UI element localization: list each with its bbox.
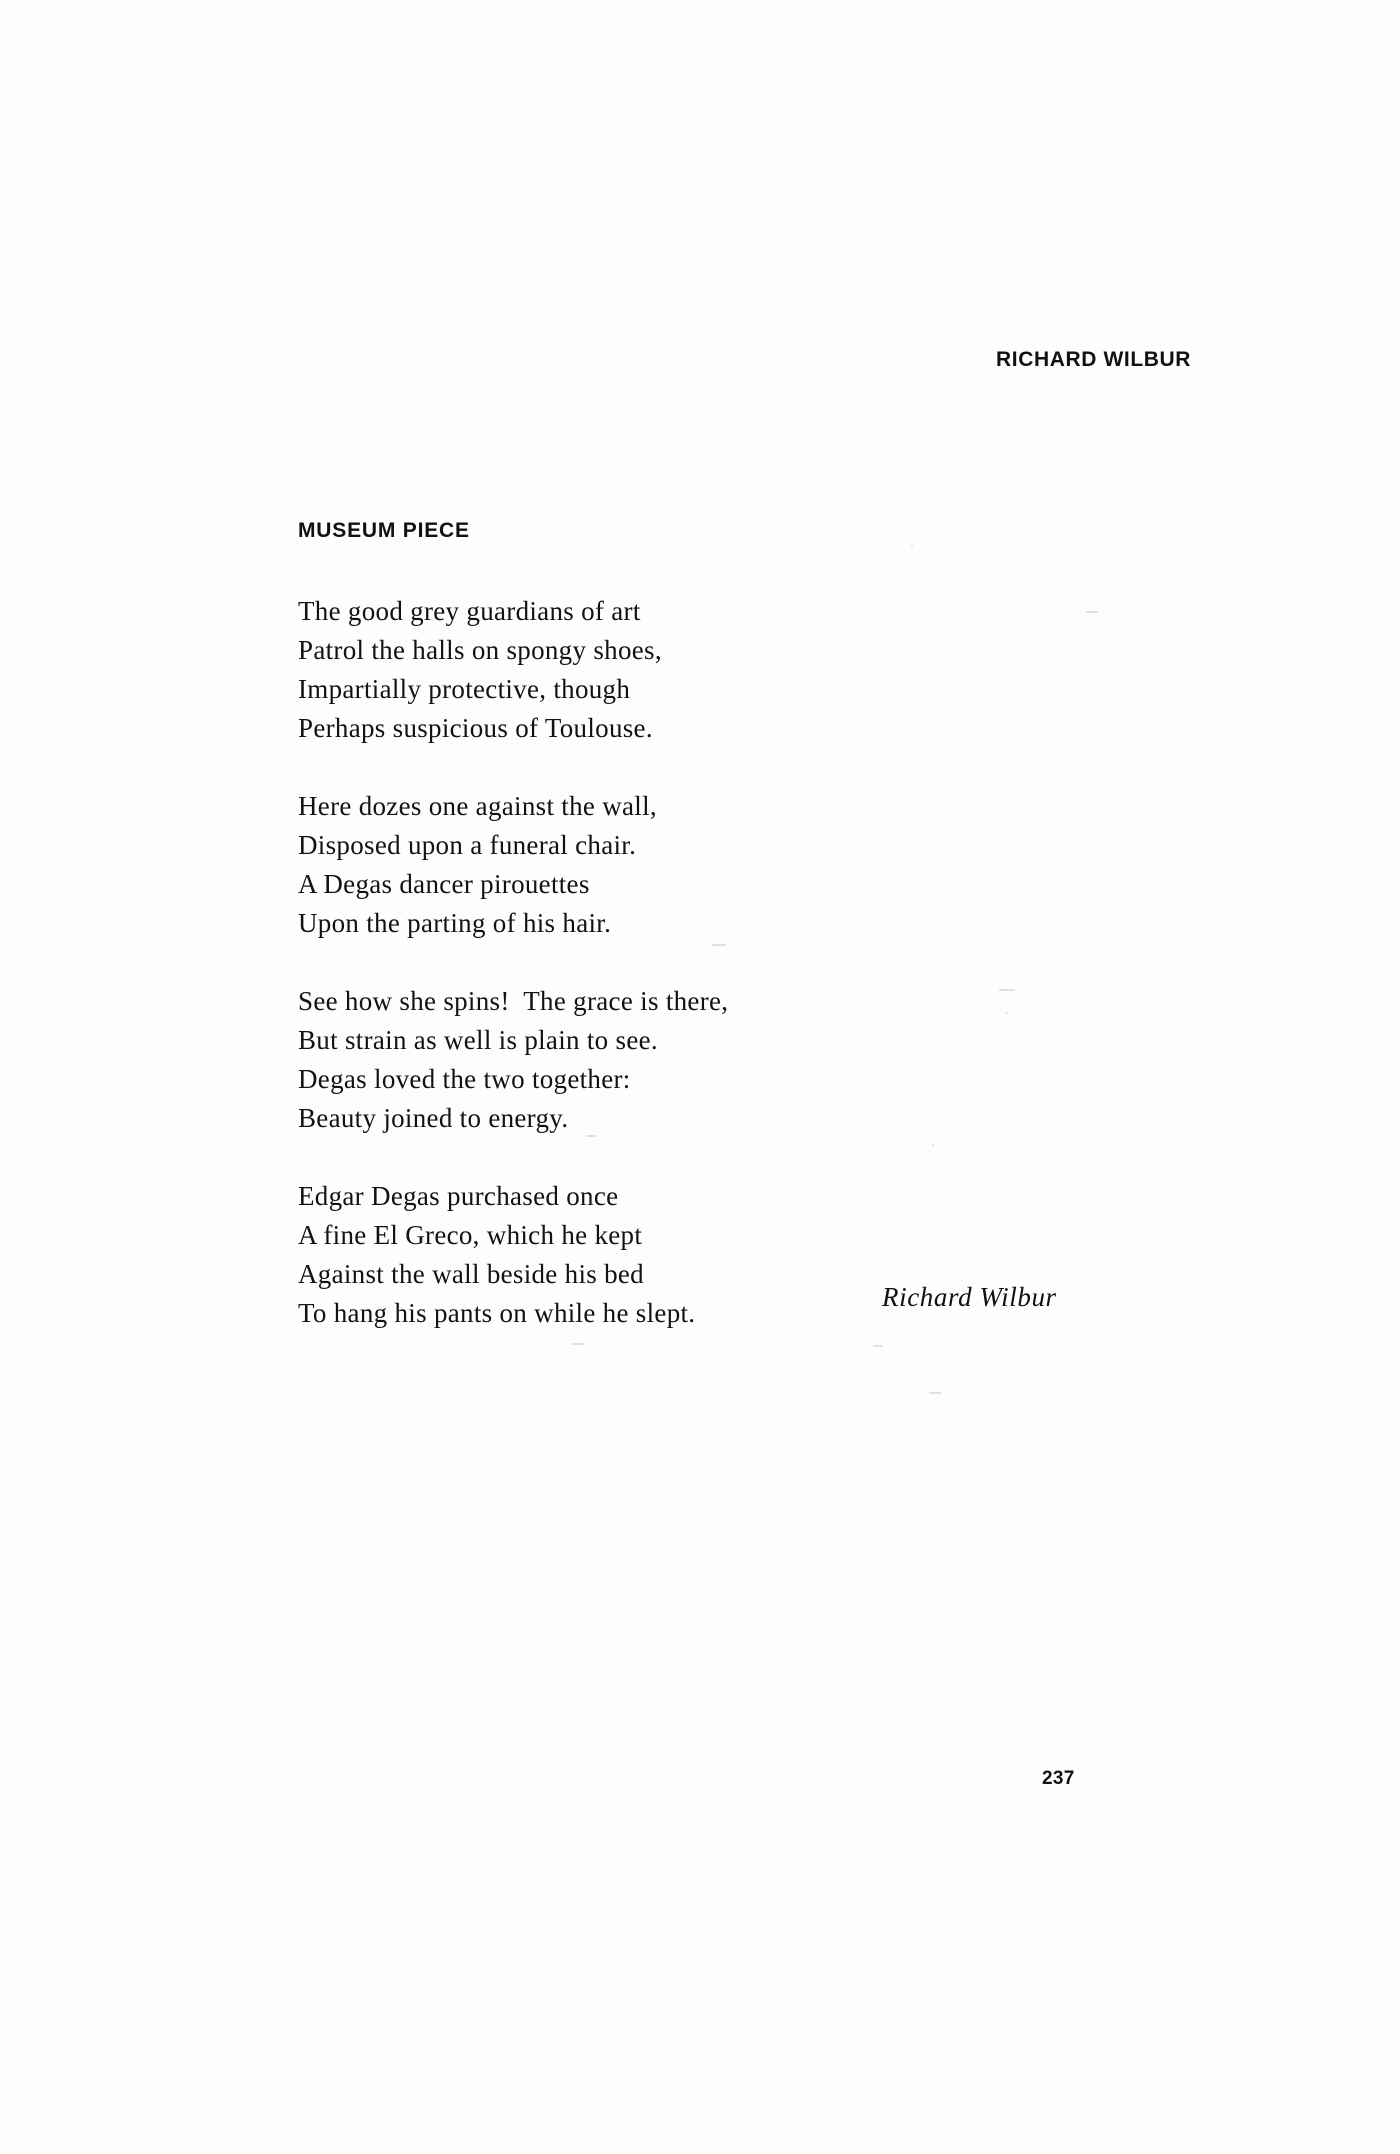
page-number: 237 — [1042, 1768, 1075, 1789]
author-signature: Richard Wilbur — [882, 1282, 1057, 1312]
poem-line: Here dozes one against the wall, — [298, 791, 657, 821]
scan-speck — [873, 1345, 883, 1347]
poem-line: Beauty joined to energy. — [298, 1103, 569, 1133]
poem-title: MUSEUM PIECE — [298, 519, 470, 542]
poem-line: A Degas dancer pirouettes — [298, 869, 590, 899]
poem-line: Degas loved the two together: — [298, 1064, 631, 1094]
poem-line: See how she spins! The grace is there, — [298, 986, 729, 1016]
scan-speck — [1006, 1012, 1008, 1014]
poem-line: Impartially protective, though — [298, 674, 631, 704]
stanza — [298, 592, 998, 748]
poem-line: The good grey guardians of art — [298, 596, 641, 626]
poem-line: But strain as well is plain to see. — [298, 1025, 658, 1055]
scan-speck — [572, 1343, 584, 1345]
stanza — [298, 787, 998, 943]
scan-speck — [586, 1135, 596, 1137]
poem-line: Perhaps suspicious of Toulouse. — [298, 713, 653, 743]
poem-line: Edgar Degas purchased once — [298, 1181, 619, 1211]
poem-line: Disposed upon a funeral chair. — [298, 830, 637, 860]
poem-line: To hang his pants on while he slept. — [298, 1298, 696, 1328]
scan-speck — [1086, 611, 1098, 613]
poem-line: Upon the parting of his hair. — [298, 908, 612, 938]
scan-speck — [929, 1392, 941, 1394]
running-head: RICHARD WILBUR — [996, 348, 1192, 371]
poem-line: A fine El Greco, which he kept — [298, 1220, 643, 1250]
poem-line: Patrol the halls on spongy shoes, — [298, 635, 662, 665]
scan-speck — [911, 545, 913, 547]
poem-line: Against the wall beside his bed — [298, 1259, 644, 1289]
scan-speck — [932, 1144, 934, 1146]
poem-body — [298, 592, 998, 1372]
stanza — [298, 982, 998, 1138]
scan-speck — [999, 989, 1015, 991]
scan-speck — [712, 944, 726, 946]
